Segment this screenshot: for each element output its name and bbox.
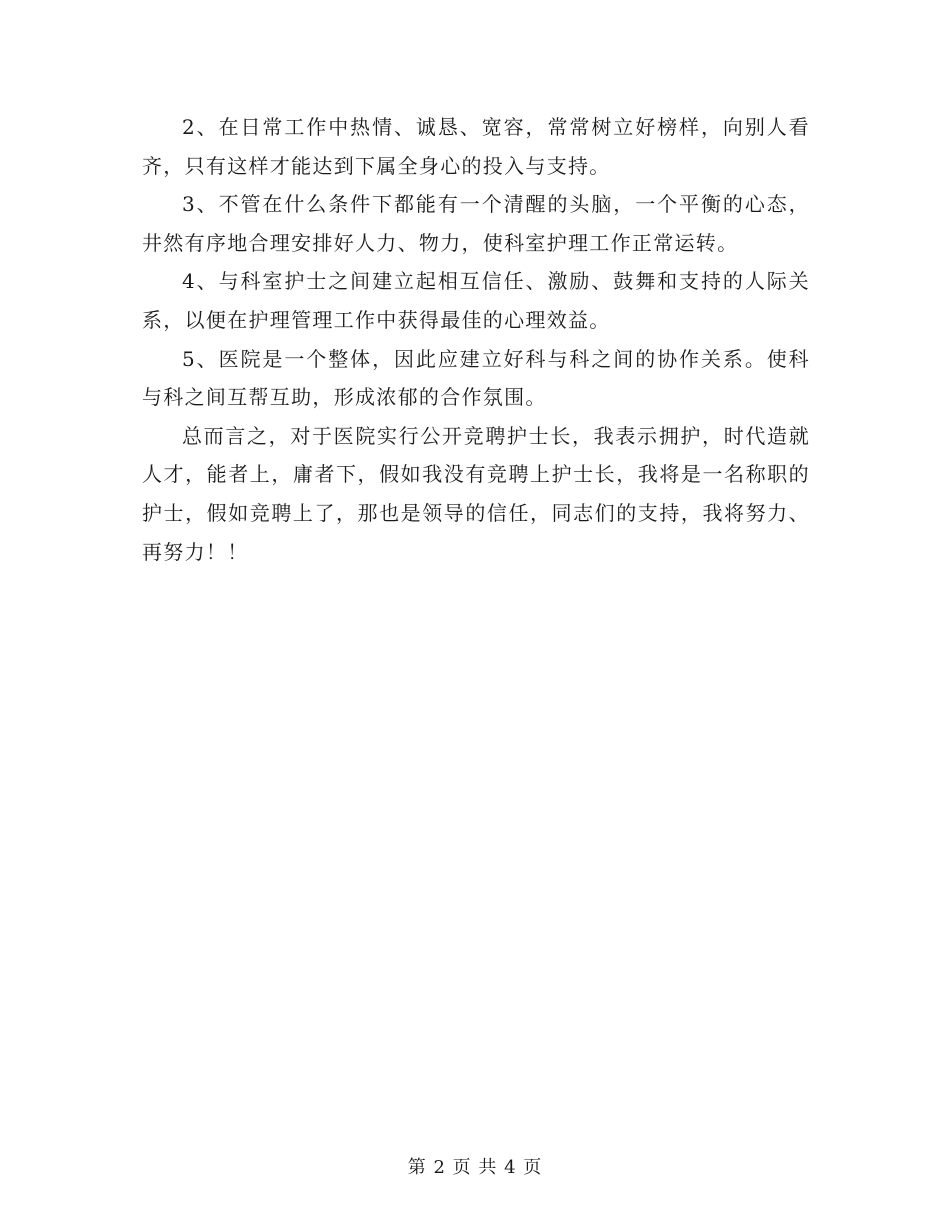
paragraph-item-3: 3、不管在什么条件下都能有一个清醒的头脑，一个平衡的心态，井然有序地合理安排好人力、物力，使科室护理工作正常运转。	[142, 192, 810, 255]
document-body	[142, 108, 810, 571]
paragraph-item-4: 4、与科室护士之间建立起相互信任、激励、鼓舞和支持的人际关系，以便在护理管理工作中获得最佳的心理效益。	[142, 269, 810, 332]
paragraph-item-5: 5、医院是一个整体，因此应建立好科与科之间的协作关系。使科与科之间互帮互助，形成浓郁的合作氛围。	[142, 346, 810, 410]
closing-paragraph: 总而言之，对于医院实行公开竞聘护士长，我表示拥护，时代造就人才，能者上，庸者下，假如我没有竞聘上护士长，我将是一名称职的护士，假如竞聘上了，那也是领导的信任，同志们的支持，我将努力、再努力！！	[142, 423, 810, 564]
page-number-footer: 第 2 页 共 4 页	[407, 1157, 543, 1178]
paragraph-item-2: 2、在日常工作中热情、诚恳、宽容，常常树立好榜样，向别人看齐，只有这样才能达到下属全身心的投入与支持。	[142, 115, 810, 178]
